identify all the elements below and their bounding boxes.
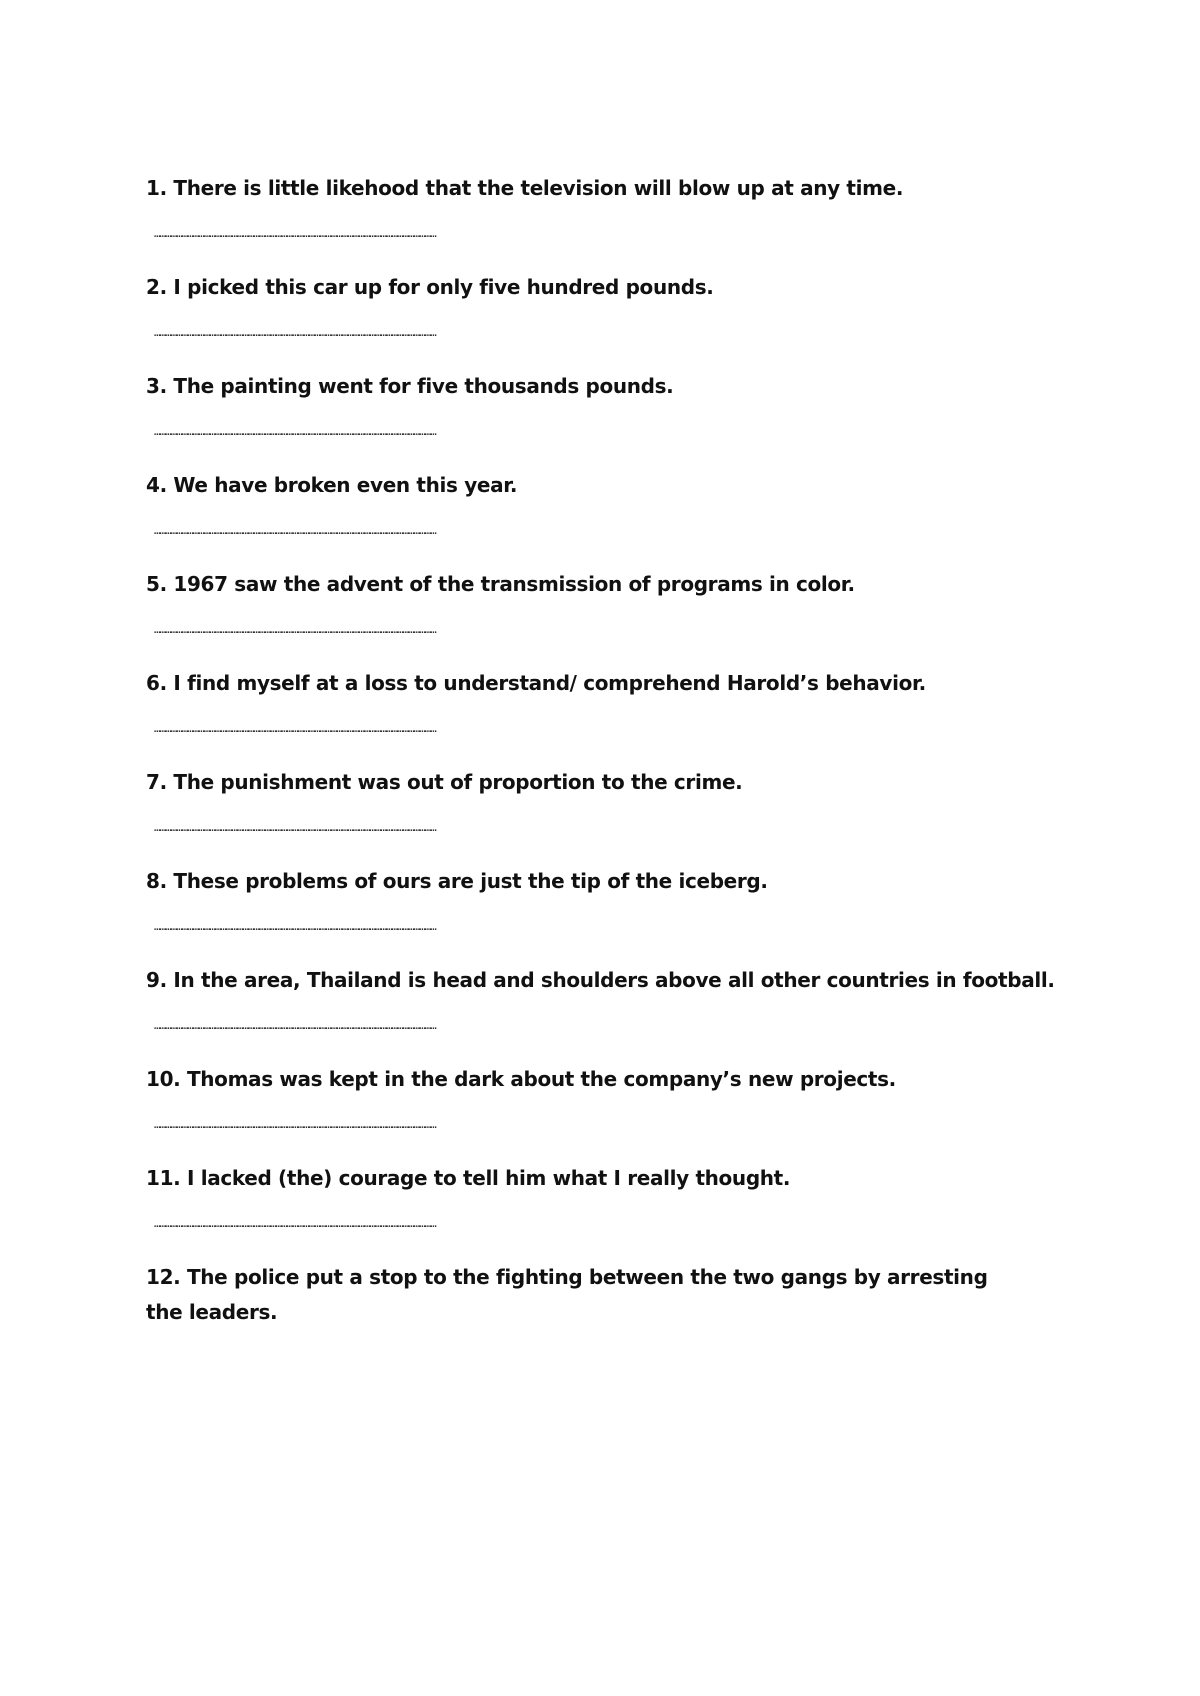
answer-line-6[interactable]: ……………………………………………………………………………………………………………………………………… <box>154 723 436 735</box>
exercise-prompt-3: 3. The painting went for five thousands pounds. <box>146 374 674 398</box>
exercise-prompt-6: 6. I find myself at a loss to understand/ comprehend Harold’s behavior. <box>146 671 926 695</box>
exercise-prompt-2: 2. I picked this car up for only five hundred pounds. <box>146 275 714 299</box>
answer-line-1[interactable]: ……………………………………………………………………………………………………………………………………… <box>154 228 436 240</box>
exercise-item-11 <box>146 1161 1066 1230</box>
exercise-item-6 <box>146 666 1066 735</box>
exercise-prompt-8: 8. These problems of ours are just the tip of the iceberg. <box>146 869 768 893</box>
exercise-item-12 <box>146 1260 1066 1330</box>
exercise-prompt-9: 9. In the area, Thailand is head and shoulders above all other countries in football. <box>146 968 1055 992</box>
exercise-prompt-12: 12. The police put a stop to the fighting between the two gangs by arresting the leaders. <box>146 1265 988 1324</box>
exercise-item-1 <box>146 171 1066 240</box>
answer-line-8[interactable]: ……………………………………………………………………………………………………………………………………… <box>154 921 436 933</box>
answer-line-7[interactable]: ……………………………………………………………………………………………………………………………………… <box>154 822 436 834</box>
exercise-prompt-10: 10. Thomas was kept in the dark about the company’s new projects. <box>146 1067 896 1091</box>
answer-line-11[interactable]: ……………………………………………………………………………………………………………………………………… <box>154 1218 436 1230</box>
exercise-item-7 <box>146 765 1066 834</box>
answer-line-9[interactable]: ……………………………………………………………………………………………………………………………………… <box>154 1020 436 1032</box>
exercise-prompt-1: 1. There is little likehood that the television will blow up at any time. <box>146 176 904 200</box>
exercise-item-9 <box>146 963 1066 1032</box>
answer-line-2[interactable]: ……………………………………………………………………………………………………………………………………… <box>154 327 436 339</box>
answer-line-10[interactable]: ……………………………………………………………………………………………………………………………………… <box>154 1119 436 1131</box>
exercise-item-8 <box>146 864 1066 933</box>
exercise-list <box>146 171 1066 1330</box>
exercise-prompt-4: 4. We have broken even this year. <box>146 473 518 497</box>
exercise-item-4 <box>146 468 1066 537</box>
answer-line-3[interactable]: ……………………………………………………………………………………………………………………………………… <box>154 426 436 438</box>
exercise-item-2 <box>146 270 1066 339</box>
answer-line-4[interactable]: ……………………………………………………………………………………………………………………………………… <box>154 525 436 537</box>
exercise-prompt-5: 5. 1967 saw the advent of the transmission of programs in color. <box>146 572 855 596</box>
exercise-prompt-11: 11. I lacked (the) courage to tell him what I really thought. <box>146 1166 791 1190</box>
answer-line-5[interactable]: ……………………………………………………………………………………………………………………………………… <box>154 624 436 636</box>
exercise-item-5 <box>146 567 1066 636</box>
exercise-prompt-7: 7. The punishment was out of proportion to the crime. <box>146 770 743 794</box>
exercise-item-10 <box>146 1062 1066 1131</box>
exercise-item-3 <box>146 369 1066 438</box>
